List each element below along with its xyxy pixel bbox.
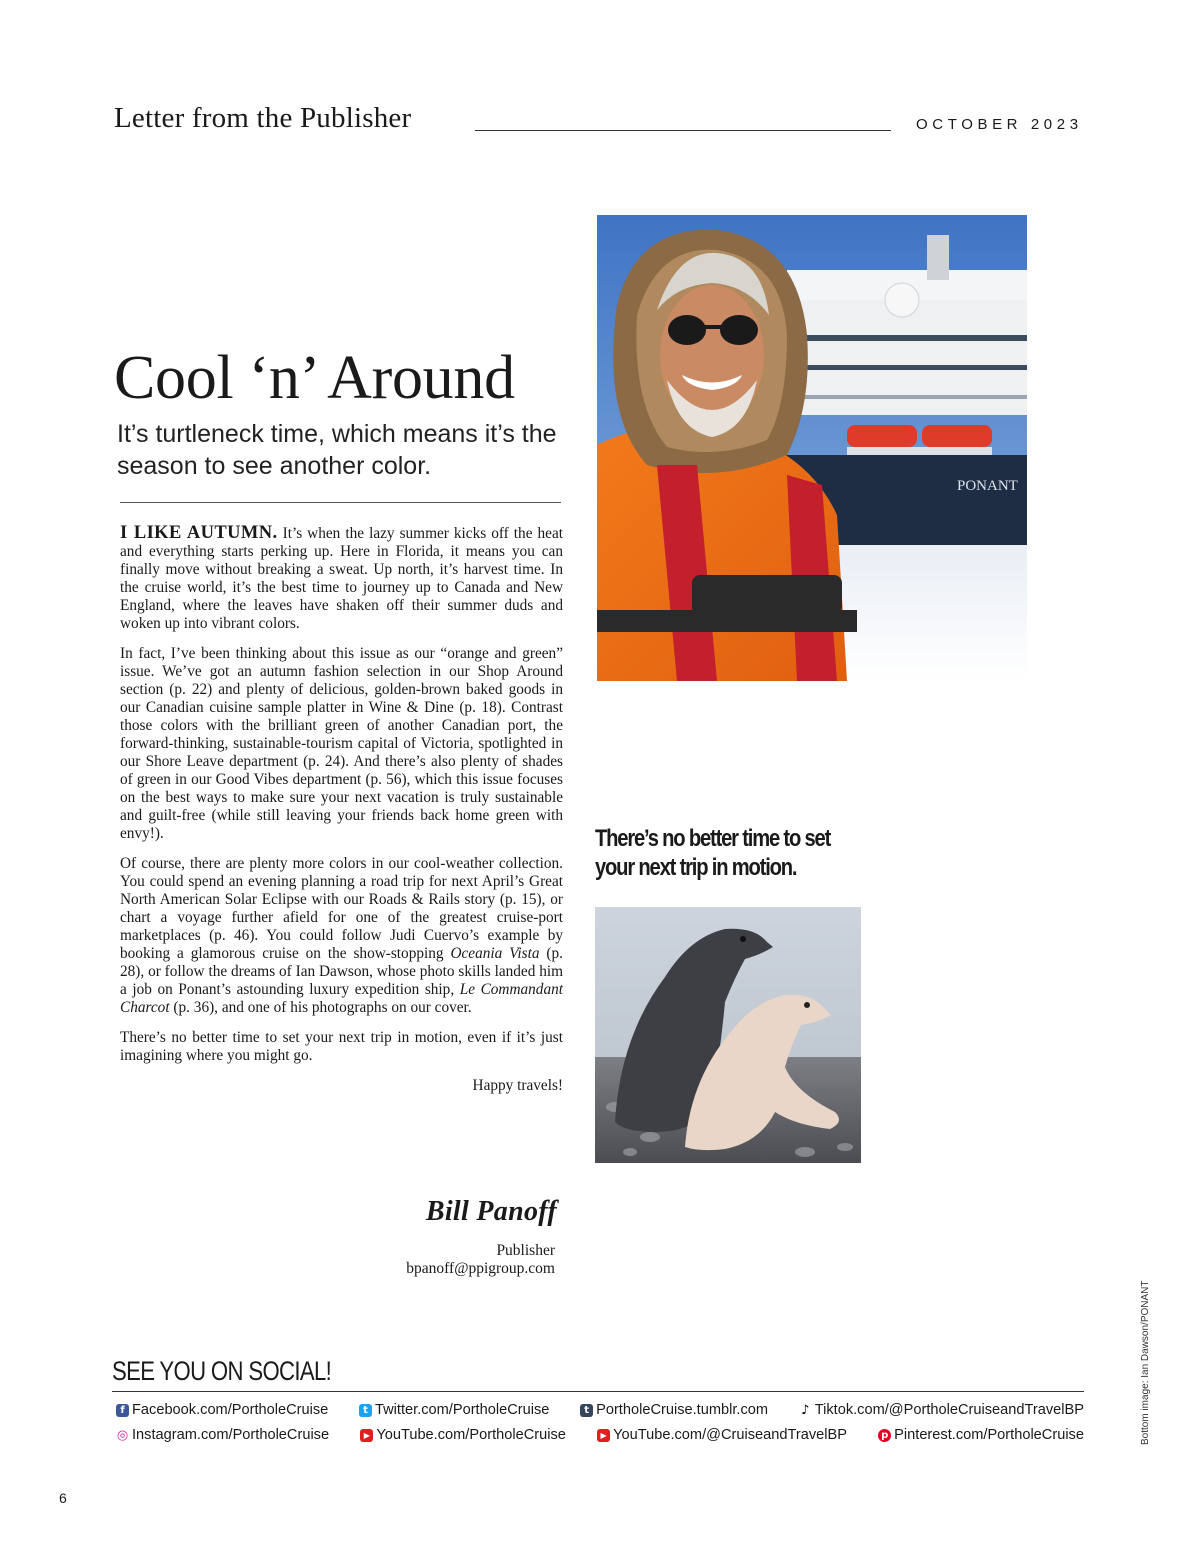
paragraph-4: There’s no better time to set your next trip in motion, even if it’s just imagining where you might go. <box>120 1029 563 1064</box>
article-headline: Cool ‘n’ Around <box>114 344 515 412</box>
facebook-icon: f <box>116 1404 129 1417</box>
social-link-text: Facebook.com/PortholeCruise <box>132 1402 329 1418</box>
closing-line: Happy travels! <box>472 1077 563 1094</box>
photo-credit: Bottom image: Ian Dawson/PONANT <box>1140 1280 1151 1445</box>
article-subtitle: It’s turtleneck time, which means it’s the season to see another color. <box>117 420 557 480</box>
youtube-icon: ▶ <box>360 1429 373 1442</box>
paragraph-3 <box>120 855 563 1017</box>
tiktok-icon: ♪ <box>799 1404 812 1417</box>
article-body <box>120 524 563 1107</box>
paragraph-1 <box>120 524 563 633</box>
paragraph-3-part-a: Of course, there are plenty more colors in our cool-weather collection. You could spend an evening planning a road trip for next April’s Great North American Solar Eclipse with our Roads & Rails story (p. 15), or chart a voyage further afield for one of the greatest cruise-port marketplaces (p. 46). You could follow Judi Cuervo’s example by booking a glamorous cruise on the show-stopping <box>120 855 563 962</box>
publisher-photo-illustration <box>597 215 1027 681</box>
section-title: Letter from the Publisher <box>114 102 412 134</box>
lead-in: I LIKE AUTUMN. <box>120 523 278 543</box>
social-link-tiktok[interactable] <box>799 1402 1084 1418</box>
title-divider <box>120 502 561 503</box>
social-heading: SEE YOU ON SOCIAL! <box>112 1356 332 1386</box>
paragraph-1-text: It’s when the lazy summer kicks off the heat and everything starts perking up. Here in Florida, it means you can finally move without breaking a sweat. Up north, it’s harvest time. In the cruise world, it’s the best time to journey up to Canada and New England, where the leaves have shaken off their summer duds and woken up into vibrant colors. <box>120 525 563 632</box>
social-link-pinterest[interactable] <box>878 1427 1084 1443</box>
issue-date: OCTOBER 2023 <box>916 116 1083 133</box>
social-link-facebook[interactable] <box>116 1402 328 1418</box>
signature-title: Publisher <box>496 1242 555 1259</box>
social-link-youtube[interactable] <box>360 1427 566 1443</box>
social-links-row-2 <box>116 1427 1084 1443</box>
social-link-tumblr[interactable] <box>580 1402 768 1418</box>
social-link-text: PortholeCruise.tumblr.com <box>596 1402 769 1418</box>
paragraph-2: In fact, I’ve been thinking about this issue as our “orange and green” issue. We’ve got an autumn fashion selection in our Shop Around section (p. 22) and plenty of delicious, golden-brown baked goods in our Canadian cuisine sample platter in Wine & Dine (p. 18). Contrast those colors with the brilliant green of another Canadian port, the forward-thinking, sustainable-tourism capital of Victoria, spotlighted in our Shore Leave department (p. 24). And there’s also plenty of shades of green in our Good Vibes department (p. 56), which this issue focuses on the best ways to make sure your next vacation is truly sustainable and guilt-free (while still leaving your friends back home green with envy!). <box>120 645 563 842</box>
paragraph-3-part-c: (p. 36), and one of his photographs on our cover. <box>169 999 472 1016</box>
ship-name-commandant-charcot: Le Commandant Charcot <box>120 981 564 1016</box>
header-divider <box>475 130 891 131</box>
signature-email[interactable]: bpanoff@ppigroup.com <box>406 1260 555 1277</box>
tumblr-icon: t <box>580 1404 593 1417</box>
publisher-photo <box>597 215 1027 681</box>
seals-photo <box>595 907 861 1163</box>
social-divider <box>112 1391 1084 1392</box>
social-link-instagram[interactable] <box>116 1427 329 1443</box>
pull-quote: There’s no better time to set your next trip in motion. <box>595 825 831 881</box>
instagram-icon: ◎ <box>116 1427 129 1443</box>
ship-name-oceania-vista: Oceania Vista <box>450 945 540 962</box>
social-links-row-1 <box>116 1402 1084 1418</box>
page-number: 6 <box>59 1490 67 1506</box>
ship-logo-text: PONANT <box>957 478 1018 494</box>
paragraph-3-part-b: (p. 28), or follow the dreams of Ian Dawson, whose photo skills landed him a job on Ponant’s astounding luxury expedition ship, <box>120 945 563 998</box>
social-link-twitter[interactable] <box>359 1402 549 1418</box>
seals-photo-illustration <box>595 907 861 1163</box>
social-link-text: YouTube.com/@CruiseandTravelBP <box>613 1427 847 1443</box>
social-link-text: Twitter.com/PortholeCruise <box>375 1402 550 1418</box>
social-link-text: Tiktok.com/@PortholeCruiseandTravelBP <box>814 1402 1084 1418</box>
social-link-text: Instagram.com/PortholeCruise <box>132 1427 330 1443</box>
twitter-icon: t <box>359 1404 372 1417</box>
youtube-icon: ▶ <box>597 1429 610 1442</box>
social-link-youtube-travel[interactable] <box>597 1427 847 1443</box>
social-link-text: Pinterest.com/PortholeCruise <box>894 1427 1084 1443</box>
social-link-text: YouTube.com/PortholeCruise <box>376 1427 566 1443</box>
pinterest-icon: p <box>878 1429 891 1442</box>
signature-name: Bill Panoff <box>425 1196 557 1227</box>
